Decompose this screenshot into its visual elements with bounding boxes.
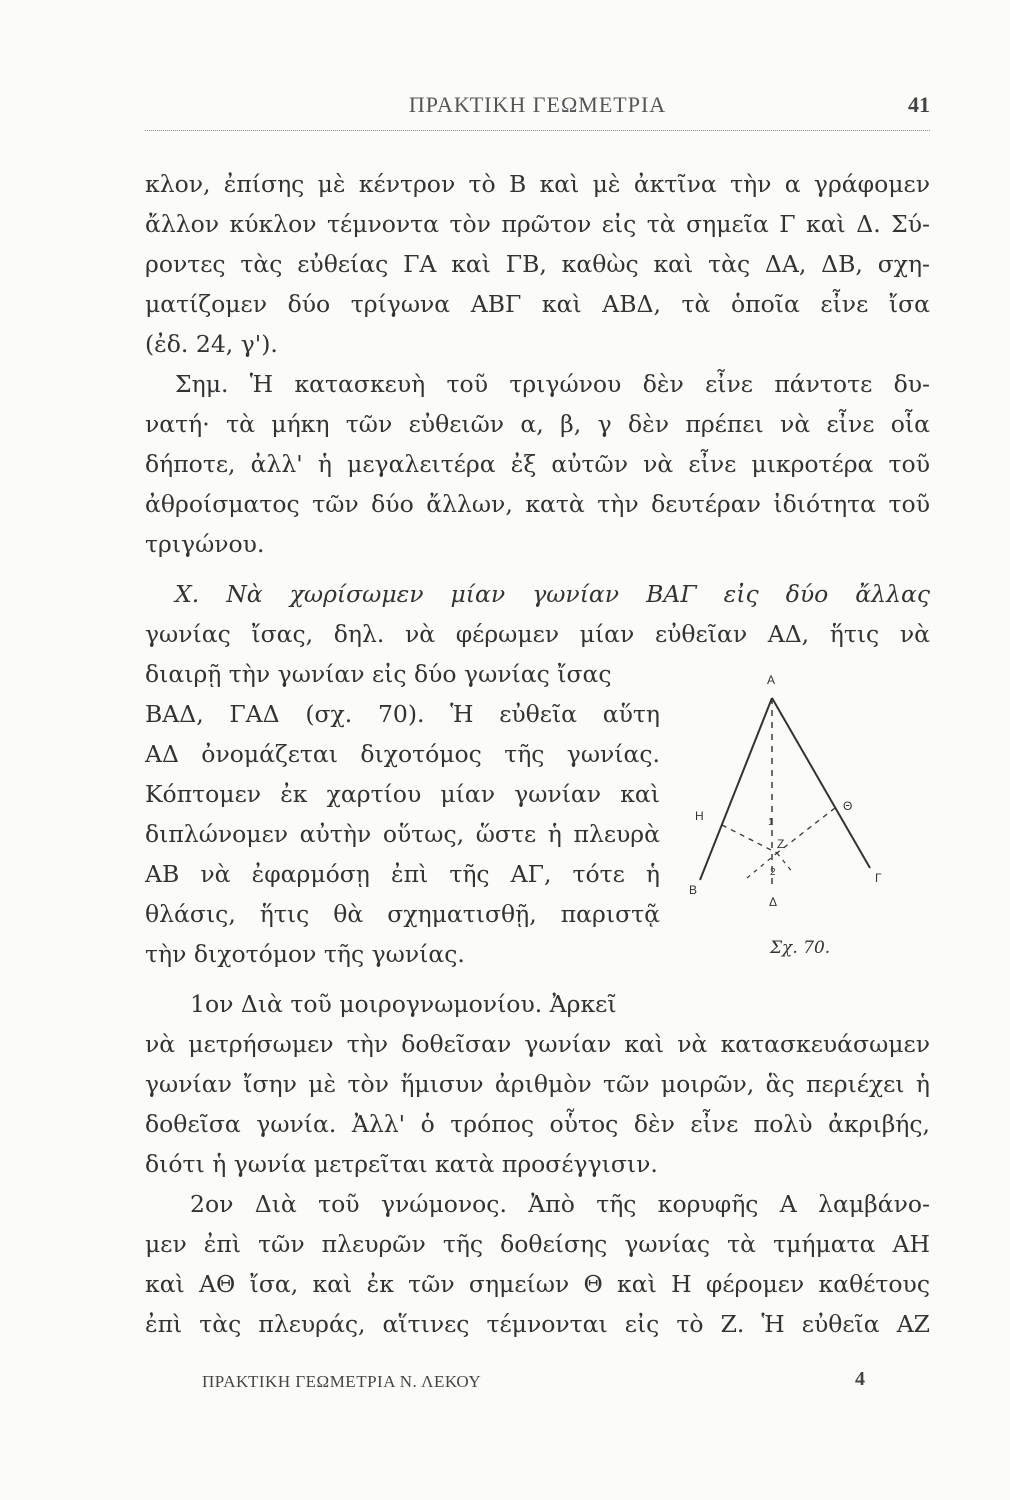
side-AB [700,698,772,880]
text-line: διότι ἡ γωνία μετρεῖται κατὰ προσέγγισιν. [145,1150,658,1178]
perpendicular-from-TH [777,808,835,853]
text-line: κλον, ἐπίσης μὲ κέντρον τὸ Β καὶ μὲ ἀκτῖνα τὴν α γράφομεν [145,170,930,198]
angle-bisector-diagram [665,668,915,938]
label-D: Δ [769,895,778,909]
text-line: Κόπτομεν ἐκ χαρτίου μίαν γωνίαν καὶ [145,780,660,808]
text-line: μεν ἐπὶ τῶν πλευρῶν τῆς δοθείσης γωνίας τὰ τμήματα ΑΗ [145,1230,930,1258]
text-line: ΑΔ ὀνομάζεται διχοτόμος τῆς γωνίας. [145,740,660,768]
text-line: τὴν διχοτόμον τῆς γωνίας. [145,940,465,968]
text-line: νατή· τὰ μήκη τῶν εὐθειῶν α, β, γ δὲν πρέπει νὰ εἶνε οἷα [145,410,930,438]
text-line: ροντες τὰς εὐθείας ΓΑ καὶ ΓΒ, καθὼς καὶ τὰς ΔΑ, ΔΒ, σχη- [145,250,930,278]
label-1: 1 [768,817,774,828]
label-TH: Θ [843,799,853,813]
text-line: γωνίαν ἴσην μὲ τὸν ἥμισυν ἀριθμὸν τῶν μοιρῶν, ἃς περιέχει ἡ [145,1070,930,1098]
text-line: ἐπὶ τὰς πλευράς, αἵτινες τέμνονται εἰς τὸ Ζ. Ἡ εὐθεῖα ΑΖ [145,1310,930,1338]
text-line: νὰ μετρήσωμεν τὴν δοθεῖσαν γωνίαν καὶ νὰ κατασκευάσωμεν [145,1030,930,1058]
text-line: ματίζομεν δύο τρίγωνα ΑΒΓ καὶ ΑΒΔ, τὰ ὁποῖα εἶνε ἴσα [145,290,930,318]
text-line: 1ον Διὰ τοῦ μοιρογνωμονίου. Ἀρκεῖ [190,990,617,1018]
text-line: ΑΒ νὰ ἐφαρμόσῃ ἐπὶ τῆς ΑΓ, τότε ἡ [145,860,660,888]
text-line: τριγώνου. [145,530,265,558]
text-line: δοθεῖσα γωνία. Ἀλλ' ὁ τρόπος οὗτος δὲν εἶνε πολὺ ἀκριβής, [145,1110,930,1138]
text-line: διαιρῇ τὴν γωνίαν εἰς δύο γωνίας ἴσας [145,660,612,688]
text-line: Σημ. Ἡ κατασκευὴ τοῦ τριγώνου δὲν εἶνε πάντοτε δυ- [175,370,930,398]
header-title: ΠΡΑΚΤΙΚΗ ΓΕΩΜΕΤΡΙΑ [408,92,667,117]
text-line: γωνίας ἴσας, δηλ. νὰ φέρωμεν μίαν εὐθεῖαν ΑΔ, ἥτις νὰ [145,620,930,648]
text-line: ἄλλον κύκλον τέμνοντα τὸν πρῶτον εἰς τὰ σημεῖα Γ καὶ Δ. Σύ- [145,210,930,238]
text-line: 2ον Διὰ τοῦ γνώμονος. Ἀπὸ τῆς κορυφῆς Α λαμβάνο- [190,1190,930,1218]
label-B: B [689,883,698,897]
label-2: 2 [770,867,776,878]
figure-caption: Σχ. 70. [770,938,831,958]
text-line: (ἐδ. 24, γ'). [145,330,278,358]
footer-signature-number: 4 [855,1368,865,1390]
perpendicular-from-H [722,825,777,853]
section-heading: Χ. Νὰ χωρίσωμεν μίαν γωνίαν ΒΑΓ εἰς δύο ἄλλας [175,580,930,608]
label-Z: Z [777,837,785,851]
text-line: ἀθροίσματος τῶν δύο ἄλλων, κατὰ τὴν δευτέραν ἰδιότητα τοῦ [145,490,930,518]
label-A: A [767,673,776,687]
text-line: καὶ ΑΘ ἴσα, καὶ ἐκ τῶν σημείων Θ καὶ Η φέρομεν καθέτους [145,1270,930,1298]
extension-dash-right [777,853,793,873]
text-line: θλάσις, ἥτις θὰ σχηματισθῇ, παριστᾷ [145,900,660,928]
text-line: ΒΑΔ, ΓΑΔ (σχ. 70). Ἡ εὐθεῖα αὕτη [145,700,660,728]
label-G: Γ [875,871,882,885]
page-number: 41 [908,92,930,117]
side-AG [772,698,870,868]
figure-70 [665,668,915,938]
running-header [145,92,930,132]
footer-signature-text: ΠΡΑΚΤΙΚΗ ΓΕΩΜΕΤΡΙΑ Ν. ΛΕΚΟΥ [202,1372,482,1391]
label-H: Η [695,809,704,823]
text-line: δήποτε, ἀλλ' ἡ μεγαλειτέρα ἐξ αὐτῶν νὰ εἶνε μικροτέρα τοῦ [145,450,930,478]
text-line: διπλώνομεν αὐτὴν οὕτως, ὥστε ἡ πλευρὰ [145,820,660,848]
header-rule [145,130,930,131]
